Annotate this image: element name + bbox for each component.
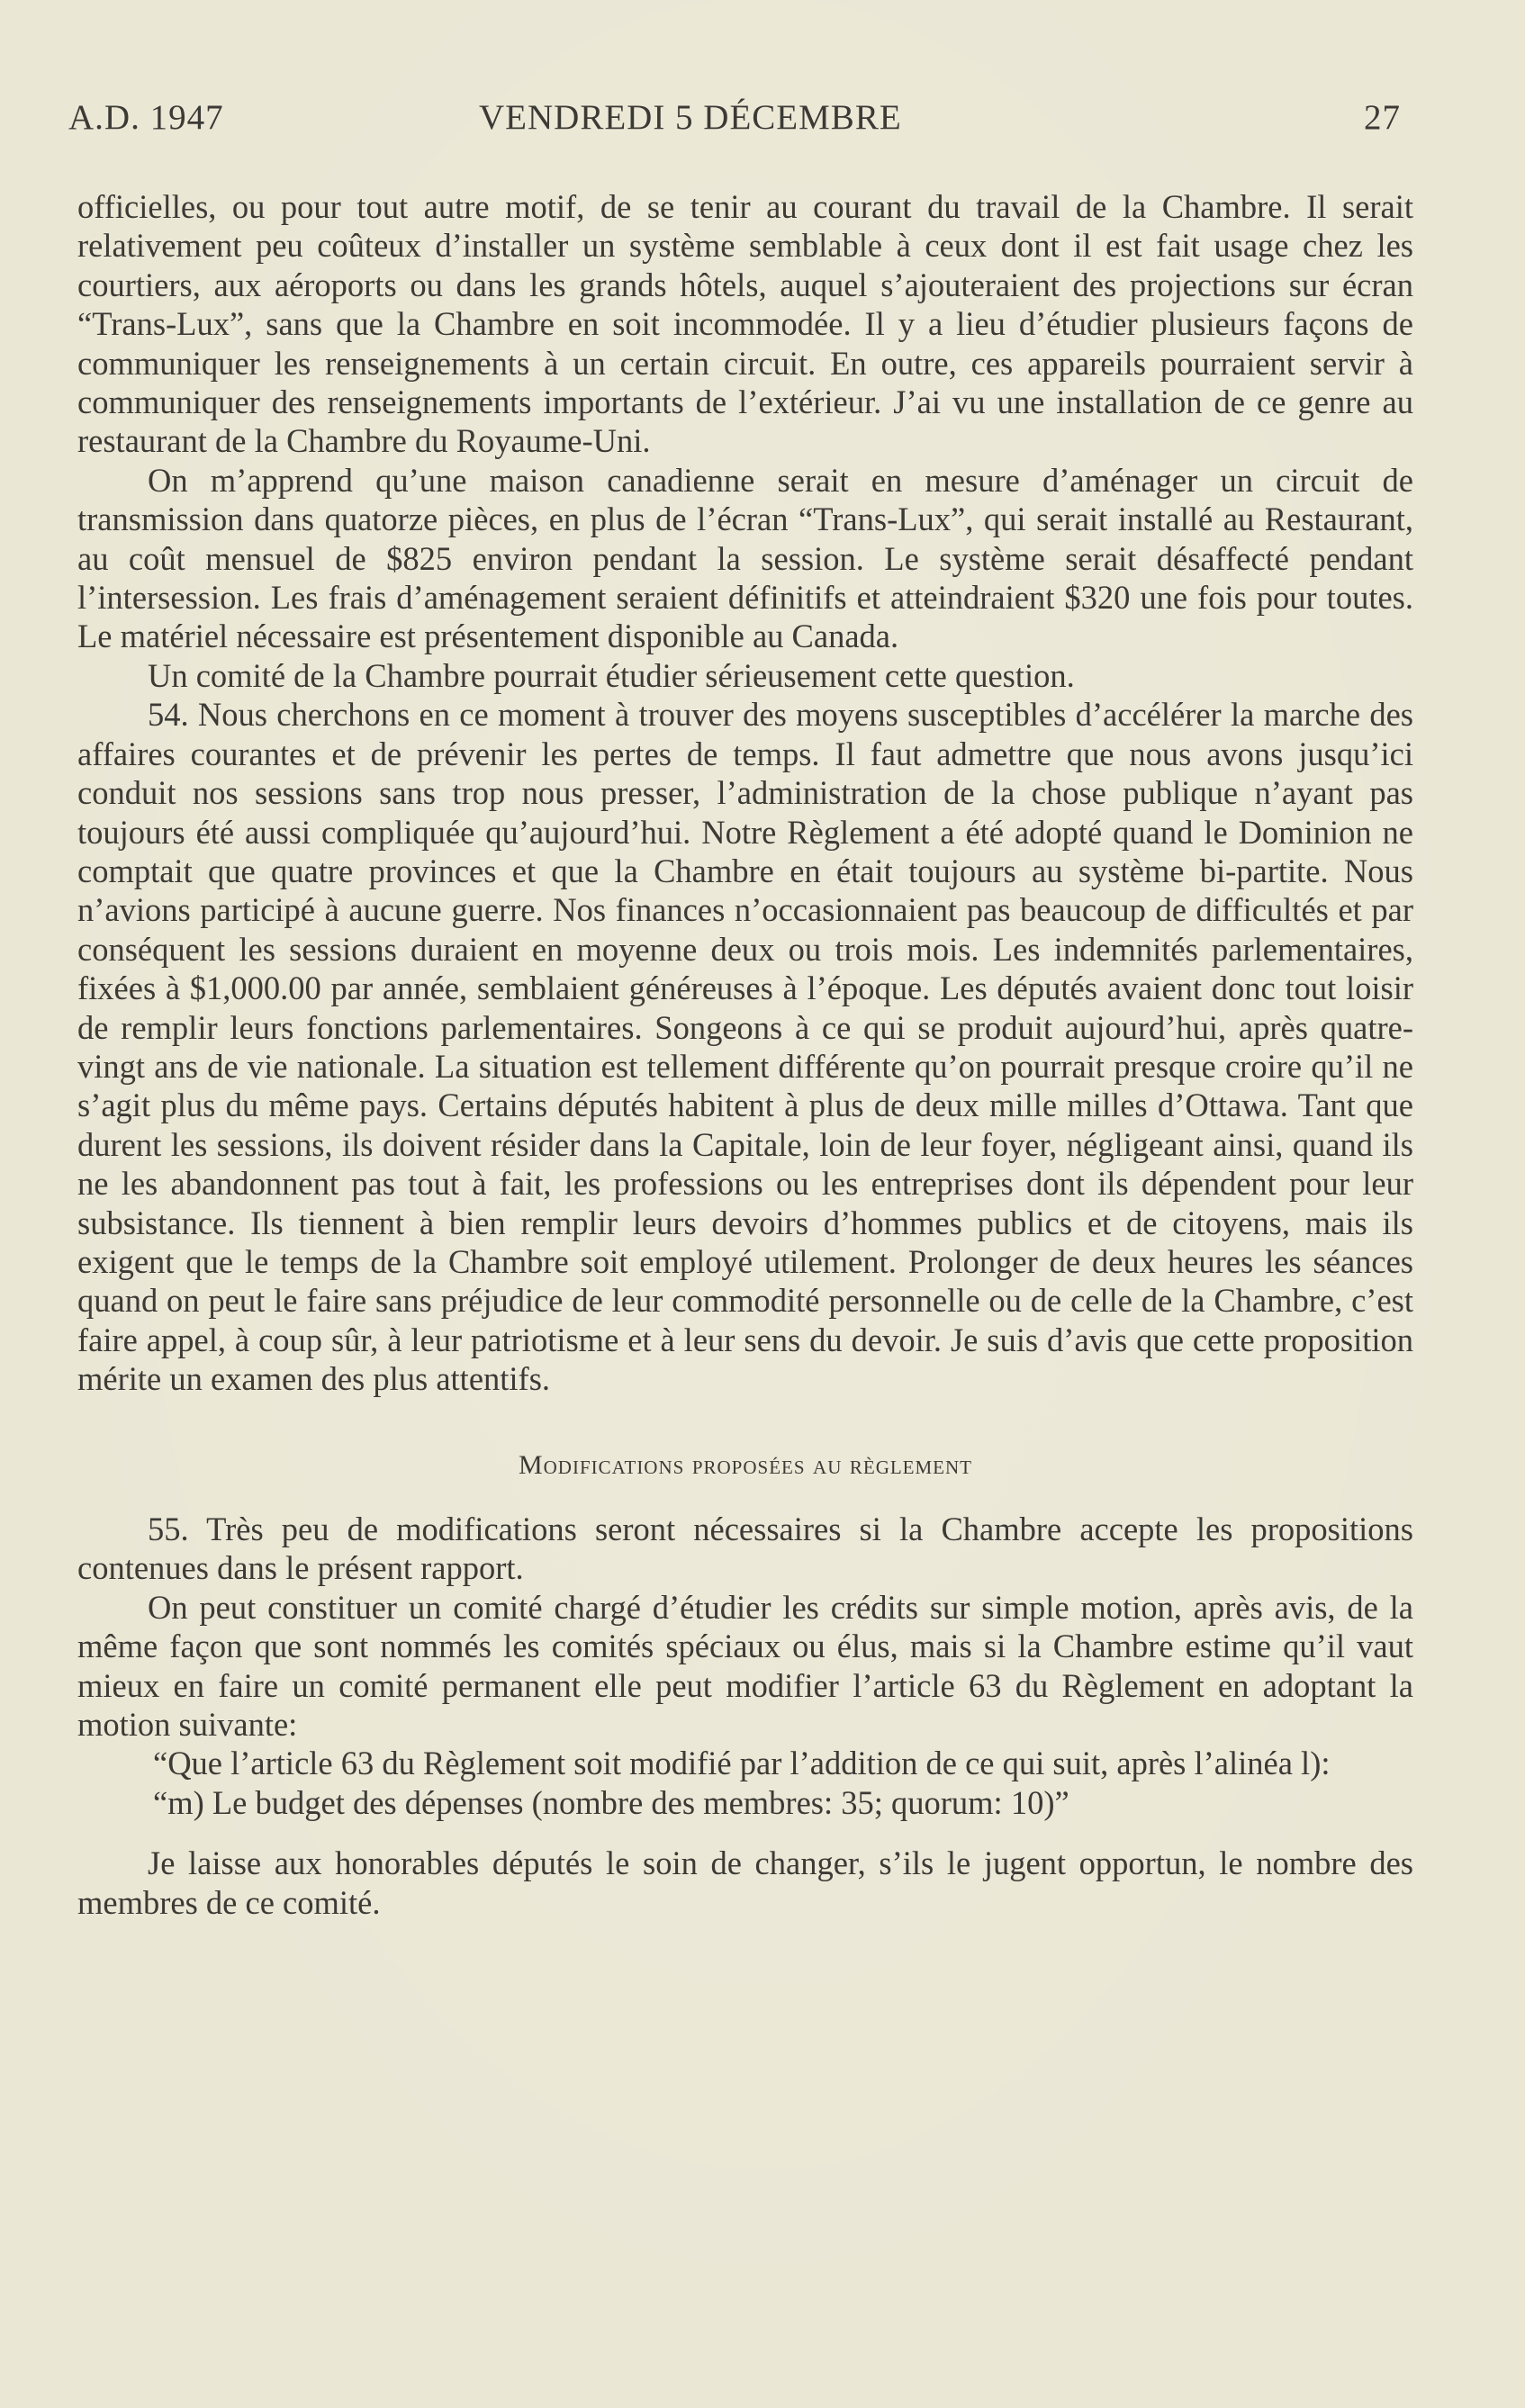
section-heading: Modifications proposées au règlement bbox=[518, 1449, 973, 1480]
paragraph-1: officielles, ou pour tout autre motif, de se tenir au courant du travail de la Chambre. Il serait relativement peu coûteux d’installer un système semblable à ceux dont il est fait usage chez les courtiers, aux aéroports ou dans les grands hôtels, auquel s’ajouteraient des projections sur écran “Trans-Lux”, sans que la Chambre en soit incommodée. Il y a lieu d’étudier plusieurs façons de communiquer les renseignements à un certain circuit. En outre, ces appareils pourraient servir à communiquer des renseignements importants de l’extérieur. J’ai vu une installation de ce genre au restaurant de la Chambre du Royaume-Uni. bbox=[77, 188, 1413, 460]
page-header bbox=[68, 97, 1401, 148]
paragraph-55: 55. Très peu de modifications seront nécessaires si la Chambre accepte les propositions contenues dans le présent rapport. bbox=[77, 1511, 1413, 1587]
header-year: A.D. 1947 bbox=[68, 98, 224, 137]
spacer bbox=[77, 1822, 1413, 1844]
page-number: 27 bbox=[1364, 98, 1401, 137]
page-body bbox=[77, 187, 1413, 1922]
paragraph-7: Je laisse aux honorables députés le soin de changer, s’ils le jugent opportun, le nombre des membres de ce comité. bbox=[77, 1844, 1413, 1921]
motion-quote-line-1: “Que l’article 63 du Règlement soit modifié par l’addition de ce qui suit, après l’alinéa l): bbox=[153, 1745, 1331, 1782]
paragraph-6: On peut constituer un comité chargé d’étudier les crédits sur simple motion, après avis, de la même façon que sont nommés les comités spéciaux ou élus, mais si la Chambre estime qu’il vaut mieux en faire un comité permanent elle peut modifier l’article 63 du Règlement en adoptant la motion suivante: bbox=[77, 1588, 1413, 1744]
paragraph-3: Un comité de la Chambre pourrait étudier sérieusement cette question. bbox=[148, 656, 1075, 694]
motion-quote-line-2: “m) Le budget des dépenses (nombre des membres: 35; quorum: 10)” bbox=[153, 1783, 1069, 1821]
motion-quote bbox=[77, 1744, 1413, 1822]
header-date: VENDREDI 5 DÉCEMBRE bbox=[479, 98, 902, 137]
paragraph-54: 54. Nous cherchons en ce moment à trouver des moyens susceptibles d’accélérer la marche des affaires courantes et de prévenir les pertes de temps. Il faut admettre que nous avons jusqu’ici conduit nos sessions sans trop nous presser, l’administration de la chose publique n’ayant pas toujours été aussi compliquée qu’aujourd’hui. Notre Règlement a été adopté quand le Dominion ne comptait que quatre provinces et que la Chambre en était toujours au système bi-partite. Nous n’avions participé à aucune guerre. Nos finances n’occasionnaient pas beaucoup de difficultés et par conséquent les sessions duraient en moyenne deux ou trois mois. Les indemnités parlementaires, fixées à $1,000.00 par année, semblaient généreuses à l’époque. Les députés avaient donc tout loisir de remplir leurs fonctions parlementaires. Songeons à ce qui se produit aujourd’hui, après quatre-vingt ans de vie nationale. La situation est tellement différente qu’on pourrait presque croire qu’il ne s’agit plus du même pays. Certains députés habitent à plus de deux mille milles d’Ottawa. Tant que durent les sessions, ils doivent résider dans la Capitale, loin de leur foyer, négligeant ainsi, quand ils ne les abandonnent pas tout à fait, les professions ou les entreprises dont ils dépendent pour leur subsistance. Ils tiennent à bien remplir leurs devoirs d’hommes publics et de citoyens, mais ils exigent que le temps de la Chambre soit employé utilement. Prolonger de deux heures les séances quand on peut le faire sans préjudice de leur commodité personnelle ou de celle de la Chambre, c’est faire appel, à coup sûr, à leur patriotisme et à leur sens du devoir. Je suis d’avis que cette proposition mérite un examen des plus attentifs. bbox=[77, 696, 1413, 1398]
paragraph-2: On m’apprend qu’une maison canadienne serait en mesure d’aménager un circuit de transmission dans quatorze pièces, en plus de l’écran “Trans-Lux”, qui serait installé au Restaurant, au coût mensuel de $825 environ pendant la session. Le système serait désaffecté pendant l’intersession. Les frais d’aménagement seraient définitifs et atteindraient $320 une fois pour toutes. Le matériel nécessaire est présentement disponible au Canada. bbox=[77, 461, 1413, 655]
